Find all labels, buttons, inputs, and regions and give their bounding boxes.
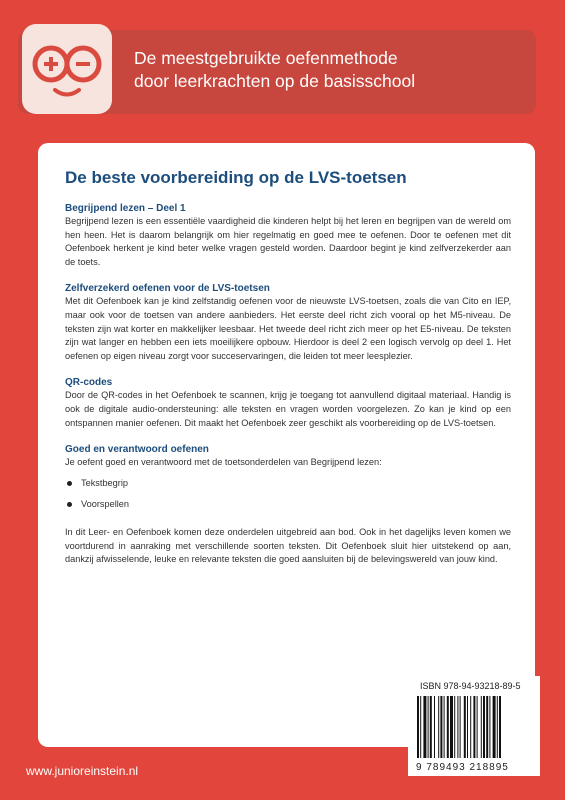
- bullet-list: [65, 477, 511, 512]
- plus-minus-smiley-icon: [22, 24, 112, 114]
- section-heading: Zelfverzekerd oefenen voor de LVS-toetsen: [65, 283, 270, 295]
- list-item: Tekstbegrip: [65, 477, 511, 491]
- tagline-line-1: De meestgebruikte oefenmethode: [134, 48, 398, 68]
- section-qr-codes: [65, 376, 511, 430]
- section-heading: QR-codes: [65, 377, 113, 389]
- section-text: Je oefent goed en verantwoord met de toetsonderdelen van Begrijpend lezen:: [65, 457, 382, 468]
- website-link[interactable]: www.junioreinstein.nl: [26, 764, 139, 778]
- page-title: De beste voorbereiding op de LVS-toetsen: [65, 168, 407, 187]
- content-card: [38, 143, 535, 747]
- barcode-digits: 9 789493 218895: [416, 762, 509, 773]
- tagline-line-2: door leerkrachten op de basisschool: [134, 71, 416, 91]
- section-zelfverzekerd: [65, 282, 511, 363]
- barcode-icon: [413, 696, 535, 760]
- section-begrijpend-lezen: [65, 202, 511, 269]
- section-text: Met dit Oefenboek kan je kind zelfstandig oefenen voor de nieuwste LVS-toetsen, zoals die van Cito en IEP, maar ook voor de toetsen van andere aanbieders. Het eerste deel richt zich vooral op het M5-niveau. De teksten zijn wat korter en makkelijker leesbaar. Het tweede deel richt zich meer op het E5-niveau. De teksten zijn wat langer en hebben een iets moeilijkere opbouw. Hierdoor is deel 2 een logisch vervolg op deel 1. Het oefenen op eigen niveau zorgt voor succeservaringen, die leiden tot meer leesplezier.: [65, 296, 511, 361]
- section-text: Door de QR-codes in het Oefenboek te scannen, krijg je toegang tot aanvullend digitaal materiaal. Handig is ook de digitale audio-ondersteuning: alle teksten en vragen worden voorgelezen. Zo kan je kind op een ontspannen manier oefenen. Dit maakt het Oefenboek zeer geschikt als voorbereiding op de LVS-toetsen.: [65, 390, 511, 428]
- closing-paragraph: In dit Leer- en Oefenboek komen deze onderdelen uitgebreid aan bod. Ook in het dagelijks leven komen we voortdurend in aanraking met verschillende soorten teksten. Dit Oefenboek sluit hier uitstekend op aan, dankzij afwisselende, leuke en relevante teksten die goed aansluiten bij de belevingswereld van jouw kind.: [65, 526, 511, 565]
- list-item: Voorspellen: [65, 498, 511, 512]
- tagline: [134, 47, 514, 93]
- isbn-label: ISBN 978-94-93218-89-5: [420, 681, 521, 691]
- section-heading: Begrijpend lezen – Deel 1: [65, 203, 186, 214]
- section-text: Begrijpend lezen is een essentiële vaardigheid die kinderen helpt bij het leren en begrijpen van de wereld om hen heen. Het is daarom belangrijk om hier regelmatig en goed mee te oefenen. Door te oefenen met dit Oefenboek herkent je kind beter welke vragen gesteld worden. Daardoor begint je kind zelfverzekerder aan de toets.: [65, 216, 511, 267]
- section-heading: Goed en verantwoord oefenen: [65, 444, 209, 456]
- logo: [22, 24, 112, 114]
- section-goed-oefenen: [65, 443, 511, 470]
- barcode-block: [408, 676, 540, 776]
